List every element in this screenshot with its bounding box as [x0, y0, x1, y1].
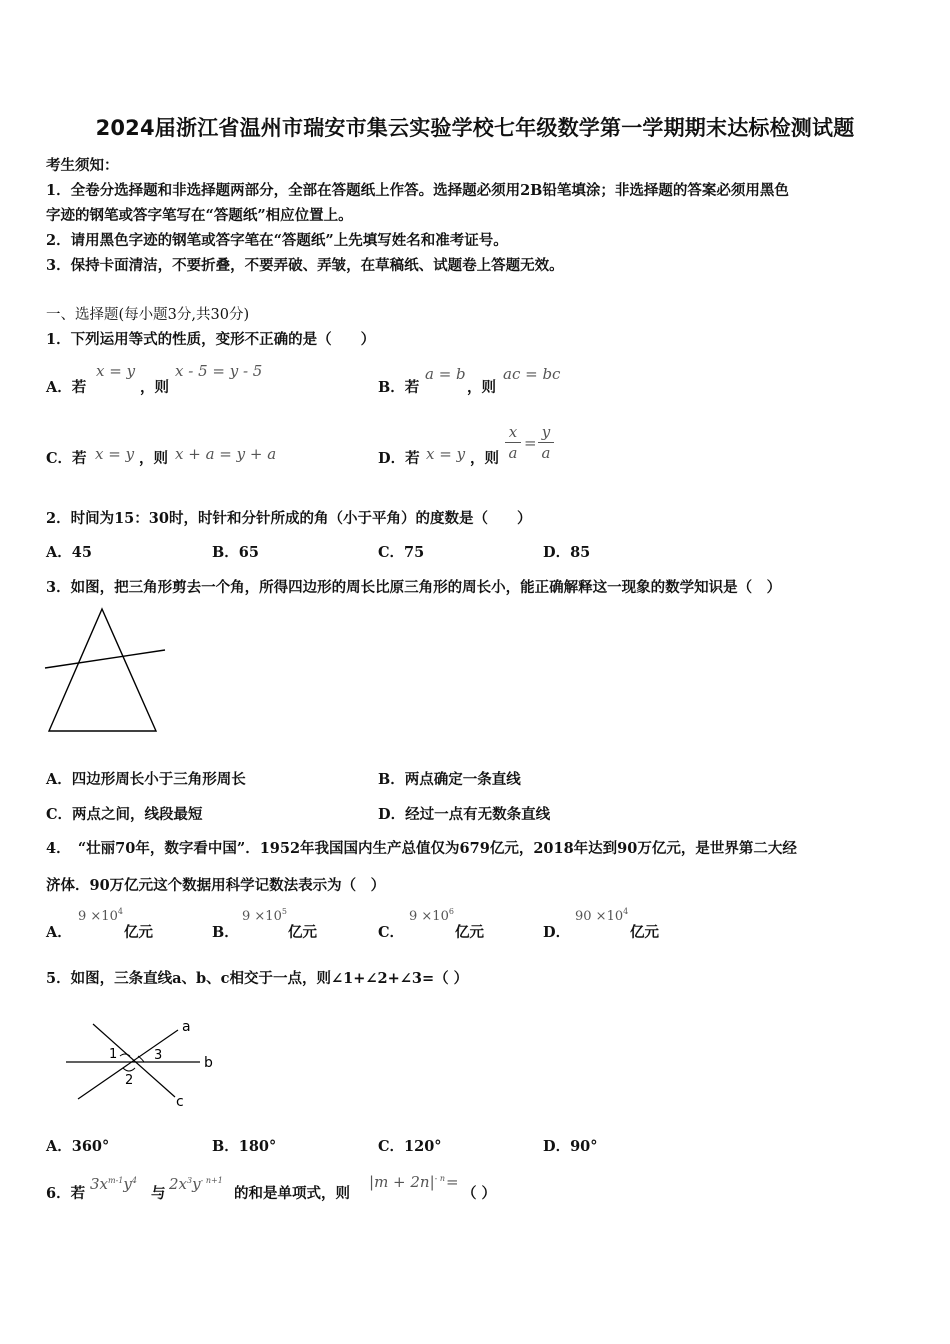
q1-option-c-then: ，则 [139, 450, 168, 467]
q2-option-a: A．45 [46, 544, 92, 561]
triangle-shape [49, 609, 156, 731]
q3-option-b: B．两点确定一条直线 [378, 771, 521, 788]
q3-option-d: D．经过一点有无数条直线 [378, 806, 551, 823]
q4-option-c-unit: 亿元 [455, 924, 484, 941]
notice-item-1-line2: 字迹的钢笔或答字笔写在“答题纸”相应位置上。 [46, 207, 353, 224]
q4-option-a-value [78, 907, 123, 924]
line-c [93, 1024, 175, 1097]
q4-option-d-label: D． [543, 924, 571, 941]
q4-option-a-exponent: 4 [117, 907, 123, 916]
q3-triangle-figure [40, 600, 175, 740]
q1-option-c-label: C．若 [46, 450, 87, 467]
q5-option-b: B．180° [212, 1138, 277, 1155]
q1-option-d-equals: = [524, 434, 537, 452]
q4-option-c-label: C． [378, 924, 405, 941]
q5-option-c: C．120° [378, 1138, 442, 1155]
q4-option-c-exponent: 6 [448, 907, 454, 916]
q4-option-b-unit: 亿元 [288, 924, 317, 941]
q4-option-c-mantissa: 9 ×10 [409, 909, 449, 924]
q1-option-d-label: D．若 [378, 450, 420, 467]
q4-option-a-label: A． [46, 924, 72, 941]
q1-option-a-math2: x - 5 = y - 5 [175, 362, 263, 380]
q6-with: 与 [151, 1185, 166, 1202]
term2-x-exponent: 3 [187, 1176, 193, 1185]
line-a [78, 1030, 178, 1099]
q3-option-c: C．两点之间，线段最短 [46, 806, 203, 823]
notice-heading: 考生须知： [46, 157, 119, 174]
fraction-numerator: y [541, 423, 551, 441]
term2-y-exponent: - n+1 [200, 1176, 223, 1185]
term2-y: y [192, 1175, 201, 1193]
term1-coefficient: 3x [90, 1175, 109, 1193]
q1-stem: 1．下列运用等式的性质，变形不正确的是（ ） [46, 331, 376, 348]
q5-option-d: D．90° [543, 1138, 598, 1155]
term1-y: y [123, 1175, 132, 1193]
q1-option-a-label: A．若 [46, 379, 87, 396]
fraction-numerator: x [508, 423, 518, 441]
q6-suffix: （ ） [462, 1185, 497, 1202]
q4-option-d-value [575, 907, 628, 924]
q5-stem: 5．如图，三条直线a、b、c相交于一点，则∠1+∠2+∠3=（ ） [46, 970, 469, 987]
q1-option-c-math1: x = y [95, 445, 135, 463]
q1-option-b-then: ，则 [467, 379, 496, 396]
abs-exponent: - n [434, 1174, 446, 1183]
label-b: b [204, 1055, 213, 1071]
q1-option-a-math1: x = y [96, 362, 136, 380]
q4-option-d-exponent: 4 [623, 907, 629, 916]
q4-option-d-unit: 亿元 [630, 924, 659, 941]
q1-option-a-then: ，则 [140, 379, 169, 396]
q4-option-b-label: B． [212, 924, 239, 941]
angle-label-1: 1 [109, 1047, 118, 1062]
angle-3-arc [138, 1056, 144, 1062]
q6-prefix: 6．若 [46, 1185, 86, 1202]
q6-equals: = [446, 1173, 459, 1191]
cut-line [45, 650, 165, 668]
q4-option-b-exponent: 5 [281, 907, 287, 916]
q5-three-lines-figure [60, 1012, 230, 1112]
q6-term-1 [90, 1175, 137, 1193]
q6-term-2 [169, 1175, 223, 1193]
q4-option-d-mantissa: 90 ×10 [575, 909, 624, 924]
q1-option-b-math2: ac = bc [503, 365, 561, 383]
q1-option-d-math1: x = y [426, 445, 466, 463]
q2-option-d: D．85 [543, 544, 591, 561]
q4-option-c-value [409, 907, 454, 924]
q1-option-d-then: ，则 [470, 450, 499, 467]
q5-option-a: A．360° [46, 1138, 110, 1155]
angle-label-2: 2 [125, 1073, 134, 1088]
notice-item-2: 2．请用黑色字迹的钢笔或答字笔在“答题纸”上先填写姓名和准考证号。 [46, 232, 508, 249]
q4-option-a-mantissa: 9 ×10 [78, 909, 118, 924]
q1-option-b-math1: a = b [425, 365, 466, 383]
angle-label-3: 3 [154, 1048, 163, 1063]
q2-option-b: B．65 [212, 544, 259, 561]
q3-stem: 3．如图，把三角形剪去一个角，所得四边形的周长比原三角形的周长小，能正确解释这一现象的数学知识是（ ） [46, 579, 782, 596]
q4-stem-line1: 4． “壮丽70年，数字看中国”．1952年我国国内生产总值仅为679亿元，2018年达到90万亿元，是世界第二大经 [46, 840, 797, 857]
section-heading: 一、选择题(每小题3分,共30分) [46, 307, 250, 323]
q2-stem: 2．时间为15：30时，时针和分针所成的角（小于平角）的度数是（ ） [46, 510, 532, 527]
q1-option-d-fraction-right [537, 423, 555, 462]
q6-absolute-value: $|m + 2n|^{- n}$ [369, 1173, 446, 1191]
q1-option-c-math2: x + a = y + a [175, 445, 277, 463]
q3-option-a: A．四边形周长小于三角形周长 [46, 771, 246, 788]
fraction-denominator: a [541, 444, 551, 462]
q4-option-a-unit: 亿元 [124, 924, 153, 941]
q1-option-d-fraction-left [504, 423, 522, 462]
q2-option-c: C．75 [378, 544, 425, 561]
angle-2-arc [123, 1068, 135, 1071]
fraction-denominator: a [508, 444, 518, 462]
q4-option-b-value [242, 907, 287, 924]
page-title: 2024届浙江省温州市瑞安市集云实验学校七年级数学第一学期期末达标检测试题 [95, 116, 855, 140]
fraction-bar [538, 442, 554, 443]
abs-inner: m + 2n [374, 1173, 430, 1191]
q4-stem-line2: 济体．90万亿元这个数据用科学记数法表示为（ ） [46, 877, 386, 894]
notice-item-3: 3．保持卡面清洁，不要折叠，不要弄破、弄皱，在草稿纸、试题卷上答题无效。 [46, 257, 564, 274]
q1-option-b-label: B．若 [378, 379, 420, 396]
term1-y-exponent: 4 [131, 1176, 137, 1185]
label-a: a [182, 1019, 191, 1035]
q4-option-b-mantissa: 9 ×10 [242, 909, 282, 924]
term2-coefficient: 2x [169, 1175, 188, 1193]
label-c: c [176, 1094, 184, 1110]
fraction-bar [505, 442, 521, 443]
q6-middle-text: 的和是单项式，则 [234, 1185, 350, 1202]
term1-x-exponent: m-1 [108, 1176, 124, 1185]
notice-item-1-line1: 1．全卷分选择题和非选择题两部分，全部在答题纸上作答。选择题必须用2B铅笔填涂；非选择题的答案必须用黑色 [46, 182, 789, 199]
